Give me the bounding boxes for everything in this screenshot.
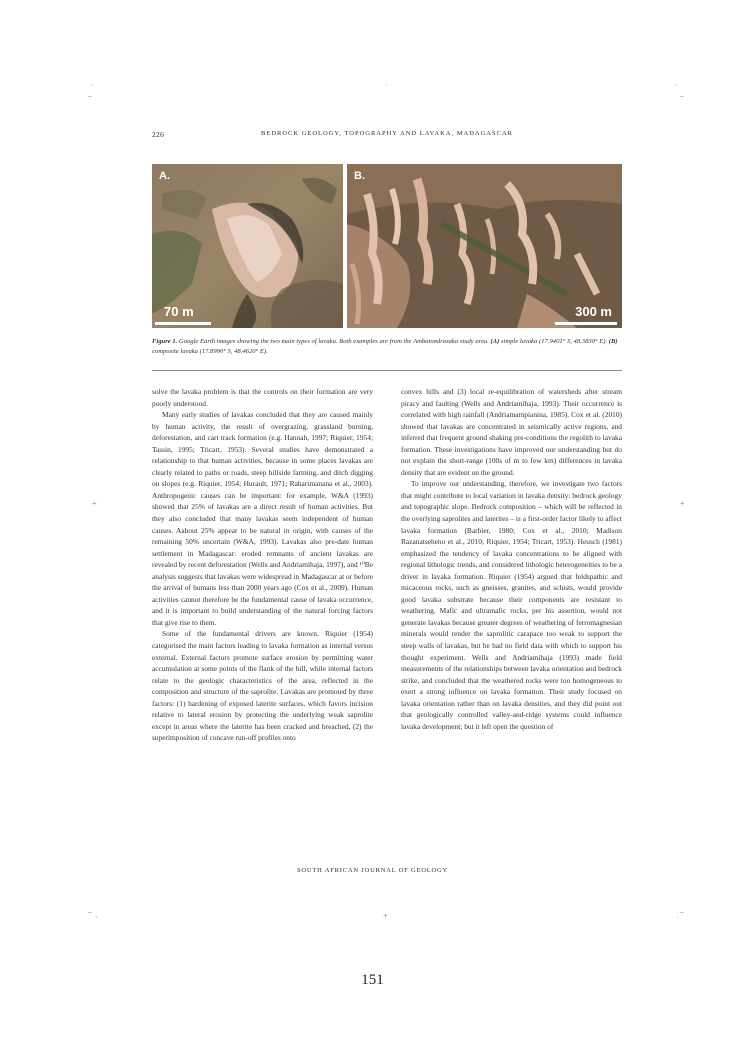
paragraph: Many early studies of lavakas concluded that they are caused mainly by human activity, the result of overgrazing, grassland burning, deforestation, and cart track formation (e.g. Hannah, 1997; Riquier, 1954; Tassin, 1995; Tricart, 1953). Several studies have demonstrated a relationship to that human activities, because in some places lavakas are clearly related to paths or roads, steep hillside farming, and ditch digging on slopes (e.g. Riquier, 1954; Hurault, 1971; Raharimanana et al., 2003). Anthropogenic causes can be important: for example, W&A (1993) showed that 25% of lavakas are a direct result of human activities. But they also concluded that many lavakas seem independent of human causes. Aabout 25% appear to be natural in origin, with causes of the remaining 50% uncertain (W&A, 1993). Lavakas also pre-date human settlement in Madagascar: eroded remnants of ancient lavakas are revealed by recent deforestation (Wells and Andriamihaja, 1997), and ¹⁰Be analysis suggests that lavakas were widespread in Madagascar at or before the arrival of humans less than 2000 years ago (Cox et al., 2009). Human activities cannot therefore be the fundamental cause of lavaka occurrence, and it is important to build understanding of the natural forcing factors that give rise to them. <box>152 410 373 627</box>
right-column <box>401 386 622 732</box>
figure-caption <box>152 337 622 357</box>
caption-b-text: composite lavaka (17.8990° S, 48.4620° E). <box>152 348 268 356</box>
left-column <box>152 386 373 744</box>
caption-lead: Figure 1. <box>152 338 178 345</box>
figure-panel-b <box>347 164 622 328</box>
caption-a-marker: (A) <box>490 338 500 345</box>
crop-mark: – <box>88 91 92 100</box>
panel-label-b: B. <box>354 170 365 182</box>
paragraph: Some of the fundamental drivers are known. Riquier (1954) categorised the main factors leading to lavaka formation as internal versus external. External factors promote surface erosion by permitting water accumulation at some points of the flank of the hill, while internal factors relate to the geologic characteristics of the area, reflected in the composition and structure of the saprolite. Lavakas are promoted by three factors: (1) hardening of exposed laterite surfaces, which favors incision relative to lateral erosion by protecting the underlying weak saprolite except in areas where the laterite has been cracked and breached, (2) the superimposition of concave run-off profiles onto <box>152 629 373 743</box>
crop-mark: ˙ <box>385 83 388 92</box>
page-number-header: 226 <box>152 130 165 139</box>
figure <box>152 164 622 328</box>
figure-panel-a <box>152 164 343 328</box>
crop-mark: ˙ <box>675 83 678 92</box>
crop-mark: – <box>680 91 684 100</box>
crop-mark: + <box>383 911 388 920</box>
scale-label-a: 70 m <box>164 304 194 319</box>
running-title: BEDROCK GEOLOGY, TOPOGRAPHY AND LAVAKA, MADAGASCAR <box>261 130 513 137</box>
scale-bar-b <box>555 322 617 325</box>
scale-bar-a <box>155 322 211 325</box>
running-head <box>152 130 622 142</box>
caption-a-text: simple lavaka (17.9401° S, 48.3830° E). <box>499 338 609 345</box>
crop-mark: – <box>680 907 684 916</box>
crop-mark: – <box>88 907 92 916</box>
journal-footer: SOUTH AFRICAN JOURNAL OF GEOLOGY <box>296 867 449 874</box>
paragraph: convex hills and (3) local re-equilibration of watersheds after stream piracy and faulting (Wells and Andriamihaja, 1993). Their occurrence is correlated with high rainfall (Andriamampianina, 1985). Cox et al. (2010) showed that lavakas are concentrated in seismically active regions, and inferred that frequent ground shaking pre-conditions the regolith to lavaka formation. These investigations have improved our understanding but do not explain the short-range (100s of m to few km) differences in lavaka density that are evident on the ground. <box>401 387 622 477</box>
crop-mark: + <box>680 499 685 508</box>
crop-mark: ˙ <box>90 83 93 92</box>
crop-mark: ˙ <box>676 915 679 924</box>
caption-b-marker: (B) <box>608 338 618 345</box>
page-number: 151 <box>361 972 384 988</box>
paragraph: solve the lavaka problem is that the controls on their formation are very poorly understood. <box>152 387 373 408</box>
panel-label-a: A. <box>159 170 170 182</box>
paragraph: To improve our understanding, therefore, we investigate two factors that might contribute to local variation in lavaka density: bedrock geology and topographic slope. Bedrock composition – which will be reflected in the overlying saprolites and laterites – is a first-order factor likely to affect lavaka formation (Barbier, 1980; Cox et al., 2010; Madison Razanatseheno et al., 2010; Riquier, 1954; Tricart, 1953). Heusch (1981) emphasized the tendency of lavaka concentrations to be aligned with regional lithologic trends, and considered lithologic heterogeneities to be a driver in lavaka formation. Riquier (1954) argued that feldspathic and micaceous rocks, such as gneisses, granites, and schists, would provide good lavaka substrate because their components are resistant to weathering. Mafic and ultramafic rocks, per his assertion, would not generate lavakas because greater degrees of weathering of ferromagnesian minerals would render the saprolitic carapace too weak to support the steep walls of lavakas, but he had no field data with which to support his thought experiment. Wells and Andriamihaja (1993) made field measurements of the relationships between lavaka orientation and bedrock strike, and concluded that the weathered rocks were too homogeneous to exert a strong influence on lavaka formation. Their study focused on lavaka orientation rather than on lavaka densities, and they did point out that geologically controlled valley-and-ridge systems could influence lavaka development; but it left open the question of <box>401 479 622 731</box>
crop-mark: ˙ <box>95 915 98 924</box>
scale-label-b: 300 m <box>575 304 612 319</box>
crop-mark: + <box>92 499 97 508</box>
horizontal-rule <box>152 370 622 371</box>
caption-text: Google Earth images showing the two main types of lavaka. Both examples are from the Ambatondrazaka study area. <box>177 338 491 345</box>
